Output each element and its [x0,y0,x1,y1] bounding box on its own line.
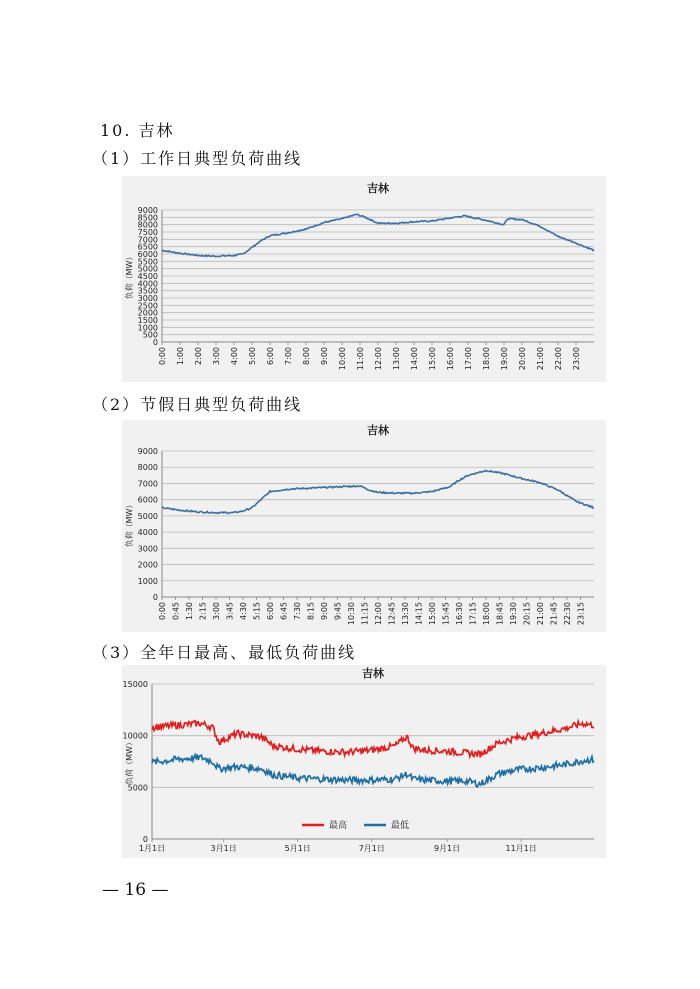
y-tick-label: 5000 [137,511,158,521]
x-tick-label: 21:00 [536,602,545,626]
y-tick-label: 10000 [122,731,148,741]
chart-holiday [122,420,606,632]
legend-label-最高: 最高 [329,821,348,831]
y-tick-label: 0 [152,338,158,347]
x-tick-label: 4:30 [239,602,248,620]
y-tick-label: 7000 [137,479,158,489]
y-tick-label: 2000 [137,560,158,570]
y-tick-label: 5000 [127,783,148,793]
series-line-最低 [152,754,594,787]
y-tick-label: 4000 [137,279,158,289]
chart-annual [122,665,606,858]
y-tick-label: 2000 [137,308,158,318]
x-tick-label: 1月1日 [138,844,166,853]
x-tick-label: 3:00 [212,602,221,620]
x-tick-label: 6:00 [266,602,275,620]
x-tick-label: 2:15 [198,602,208,620]
x-tick-label: 11月1日 [505,844,537,853]
y-tick-label: 8500 [137,213,158,223]
x-tick-label: 0:00 [158,602,167,620]
y-tick-label: 0 [142,835,148,844]
y-tick-label: 1500 [137,316,158,325]
y-tick-label: 7000 [137,235,158,245]
x-tick-label: 17:15 [468,602,478,626]
y-tick-label: 3500 [137,286,158,296]
x-tick-label: 12:00 [374,602,383,626]
x-tick-label: 0:45 [171,602,181,620]
y-tick-label: 5000 [137,264,158,274]
x-tick-label: 15:00 [428,602,437,626]
y-tick-label: 500 [142,330,158,340]
x-tick-label: 11:15 [360,602,370,626]
x-tick-label: 6:45 [279,602,289,620]
series-line-0 [162,470,594,513]
y-tick-label: 5500 [137,257,158,267]
x-tick-label: 19:00 [500,347,509,371]
x-tick-label: 22:00 [554,347,563,371]
y-axis-label: 负荷（MW） [125,252,134,300]
x-tick-label: 13:00 [392,347,401,371]
page-number: — 16 — [102,880,169,900]
y-tick-label: 2500 [137,301,158,311]
y-tick-label: 4000 [137,528,158,538]
x-tick-label: 18:45 [495,602,505,626]
x-tick-label: 3月1日 [210,844,237,853]
x-tick-label: 0:00 [158,347,167,365]
x-tick-label: 21:45 [549,602,559,626]
x-tick-label: 16:30 [455,602,464,626]
y-tick-label: 1000 [137,323,158,333]
x-tick-label: 6:00 [266,347,275,365]
x-tick-label: 20:00 [518,347,527,371]
series-line-0 [162,214,594,257]
x-tick-label: 19:30 [509,602,518,626]
series-line-最高 [152,721,594,758]
x-tick-label: 5:15 [252,602,262,620]
y-tick-label: 1000 [137,576,158,586]
x-tick-label: 8:00 [302,347,311,365]
y-tick-label: 9000 [137,206,158,215]
y-tick-label: 0 [152,593,158,602]
y-tick-label: 3000 [137,544,158,554]
section-title: 10. 吉林 [100,121,175,140]
y-tick-label: 8000 [137,463,158,473]
x-tick-label: 3:45 [225,602,235,620]
x-tick-label: 9:45 [333,602,343,620]
y-tick-label: 3000 [137,294,158,303]
x-tick-label: 18:00 [482,602,491,626]
y-axis-label: 负荷（MW） [125,500,134,548]
x-tick-label: 7:30 [293,602,302,620]
x-tick-label: 20:15 [522,602,532,626]
x-tick-label: 9月1日 [433,844,461,853]
x-tick-label: 4:00 [230,347,239,365]
x-tick-label: 5:00 [248,347,257,365]
x-tick-label: 1:30 [185,602,194,620]
x-tick-label: 16:00 [446,347,455,371]
x-tick-label: 3:00 [212,347,221,365]
x-tick-label: 15:45 [441,602,451,626]
legend-label-最低: 最低 [391,821,410,831]
x-tick-label: 21:00 [536,347,545,371]
x-tick-label: 23:15 [576,602,586,626]
x-tick-label: 22:30 [563,602,572,626]
x-tick-label: 15:00 [428,347,437,371]
y-tick-label: 6000 [137,250,158,259]
y-tick-label: 8000 [137,220,158,230]
y-tick-label: 7500 [137,228,158,237]
y-axis-label: 负荷（MW） [125,738,134,785]
x-tick-label: 9:00 [320,347,329,365]
subtitle-workday: （1）工作日典型负荷曲线 [92,149,303,168]
subtitle-annual: （3）全年日最高、最低负荷曲线 [92,643,357,662]
y-tick-label: 4500 [137,272,158,281]
x-tick-label: 12:00 [374,347,383,371]
subtitle-holiday: （2）节假日典型负荷曲线 [92,395,303,414]
x-tick-label: 23:00 [572,347,581,371]
chart-title: 吉林 [362,667,384,680]
x-tick-label: 12:45 [387,602,397,626]
chart-panel-annual [122,665,606,858]
chart-workday [122,176,606,382]
chart-panel-workday [122,176,606,382]
chart-panel-holiday [122,420,606,632]
x-tick-label: 18:00 [482,347,491,371]
x-tick-label: 7月1日 [358,844,385,853]
x-tick-label: 2:00 [194,347,203,365]
x-tick-label: 1:00 [176,347,185,365]
x-tick-label: 7:00 [284,347,293,365]
y-tick-label: 9000 [137,447,158,456]
x-tick-label: 14:00 [410,347,419,371]
x-tick-label: 10:30 [347,602,356,626]
y-tick-label: 6000 [137,495,158,505]
x-tick-label: 11:00 [356,347,365,371]
x-tick-label: 17:00 [464,347,473,371]
y-tick-label: 6500 [137,242,158,252]
x-tick-label: 5月1日 [284,844,311,853]
chart-title: 吉林 [367,182,389,195]
x-tick-label: 8:15 [306,602,316,620]
x-tick-label: 14:15 [414,602,424,626]
x-tick-label: 9:00 [320,602,329,620]
x-tick-label: 10:00 [338,347,347,371]
x-tick-label: 13:30 [401,602,410,626]
chart-title: 吉林 [367,424,389,437]
y-tick-label: 15000 [122,680,148,689]
